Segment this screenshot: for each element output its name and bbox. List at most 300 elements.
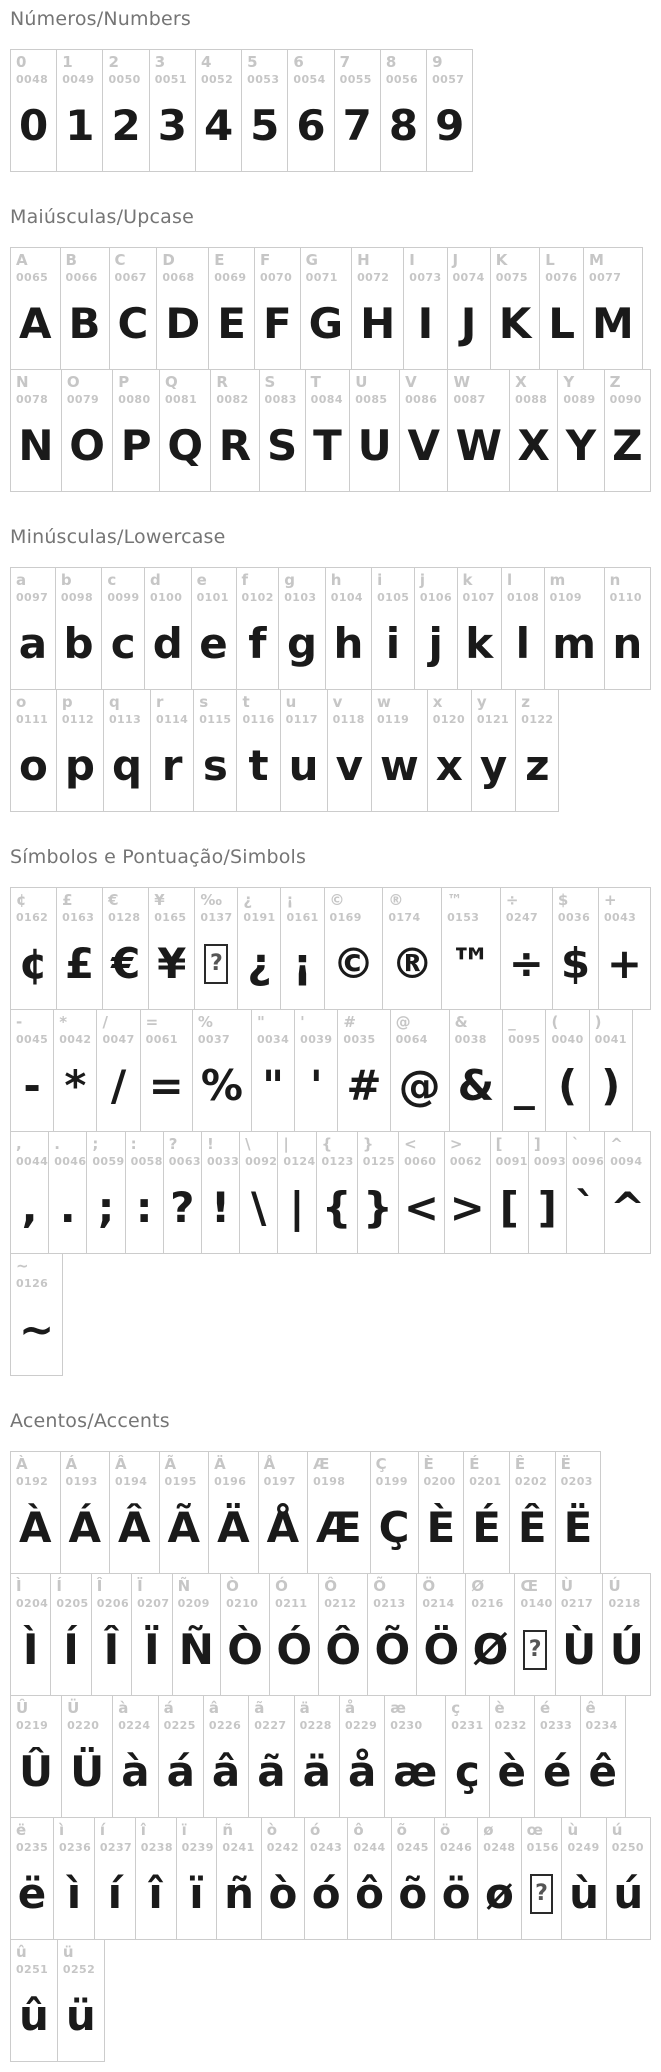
char-cell bbox=[236, 689, 280, 812]
font-glyph: O bbox=[69, 421, 105, 470]
font-glyph: ö bbox=[441, 1869, 471, 1918]
reference-char-label: h bbox=[330, 571, 342, 589]
font-glyph: I bbox=[417, 299, 434, 348]
char-cell bbox=[287, 49, 334, 172]
unicode-code-label: 0053 bbox=[247, 73, 280, 86]
reference-char-label: ] bbox=[533, 1135, 541, 1153]
reference-char-label: A bbox=[16, 251, 28, 269]
reference-char-label: Ü bbox=[67, 1699, 80, 1717]
font-glyph: Â bbox=[118, 1503, 151, 1552]
font-glyph: n bbox=[612, 619, 643, 668]
reference-char-label: ú bbox=[611, 1821, 623, 1839]
char-row bbox=[10, 689, 651, 812]
unicode-code-label: 0091 bbox=[495, 1155, 528, 1168]
unicode-code-label: 0211 bbox=[275, 1597, 308, 1610]
unicode-code-label: 0156 bbox=[526, 1841, 559, 1854]
char-cell bbox=[398, 1131, 445, 1254]
font-glyph: z bbox=[525, 741, 550, 790]
char-cell bbox=[347, 1817, 391, 1940]
font-glyph: u bbox=[288, 741, 319, 790]
unicode-code-label: 0140 bbox=[520, 1597, 553, 1610]
reference-char-label: Ö bbox=[422, 1577, 436, 1595]
char-cell bbox=[144, 567, 192, 690]
char-cell bbox=[57, 1939, 105, 2062]
font-glyph: ñ bbox=[224, 1869, 255, 1918]
font-glyph: Æ bbox=[316, 1503, 362, 1552]
char-cell bbox=[109, 247, 158, 370]
reference-char-label: õ bbox=[396, 1821, 407, 1839]
unicode-code-label: 0225 bbox=[163, 1719, 196, 1732]
reference-char-label: Ê bbox=[514, 1455, 526, 1473]
unicode-code-label: 0055 bbox=[339, 73, 372, 86]
font-glyph: ( bbox=[557, 1061, 578, 1110]
unicode-code-label: 0249 bbox=[567, 1841, 600, 1854]
font-glyph: Ê bbox=[517, 1503, 547, 1552]
reference-char-label: ^ bbox=[610, 1135, 623, 1153]
reference-char-label: G bbox=[305, 251, 318, 269]
font-glyph: < bbox=[403, 1183, 440, 1232]
char-cell bbox=[465, 1573, 515, 1696]
char-cell bbox=[351, 247, 404, 370]
unicode-code-label: 0095 bbox=[508, 1033, 541, 1046]
char-cell bbox=[56, 689, 104, 812]
char-cell bbox=[103, 689, 151, 812]
font-glyph: 6 bbox=[296, 101, 326, 150]
char-cell bbox=[194, 887, 238, 1010]
font-glyph: Ä bbox=[217, 1503, 250, 1552]
reference-char-label: k bbox=[462, 571, 473, 589]
font-glyph: ã bbox=[257, 1747, 286, 1796]
reference-char-label: 1 bbox=[62, 53, 73, 71]
font-glyph: A bbox=[19, 299, 52, 348]
char-cell bbox=[489, 1695, 536, 1818]
char-cell bbox=[521, 1817, 563, 1940]
char-cell bbox=[444, 1131, 491, 1254]
unicode-code-label: 0075 bbox=[495, 271, 528, 284]
font-glyph: Ã bbox=[167, 1503, 201, 1552]
unicode-code-label: 0087 bbox=[453, 393, 486, 406]
charmap-section bbox=[10, 206, 651, 492]
char-cell bbox=[371, 567, 415, 690]
unicode-code-label: 0198 bbox=[313, 1475, 346, 1488]
unicode-code-label: 0081 bbox=[164, 393, 198, 406]
unicode-code-label: 0063 bbox=[168, 1155, 201, 1168]
tofu-question-icon: ? bbox=[204, 944, 228, 984]
unicode-code-label: 0205 bbox=[56, 1597, 89, 1610]
reference-char-label: H bbox=[357, 251, 370, 269]
unicode-code-label: 0046 bbox=[54, 1155, 87, 1168]
charmap bbox=[10, 8, 651, 2062]
reference-char-label: s bbox=[199, 693, 209, 711]
reference-char-label: ) bbox=[594, 1013, 602, 1031]
font-glyph: ü bbox=[65, 1991, 96, 2040]
unicode-code-label: 0096 bbox=[572, 1155, 605, 1168]
reference-char-label: % bbox=[197, 1013, 213, 1031]
char-cell bbox=[357, 1131, 399, 1254]
reference-char-label: ÷ bbox=[505, 891, 519, 909]
font-glyph: ò bbox=[268, 1869, 298, 1918]
font-glyph: ® bbox=[391, 939, 434, 988]
unicode-code-label: 0239 bbox=[181, 1841, 214, 1854]
font-glyph: > bbox=[449, 1183, 485, 1232]
reference-char-label: ™ bbox=[447, 891, 463, 909]
char-cell bbox=[534, 1695, 581, 1818]
font-glyph: Ë bbox=[563, 1503, 593, 1552]
reference-char-label: < bbox=[404, 1135, 417, 1153]
font-glyph: Ü bbox=[70, 1747, 105, 1796]
reference-char-label: Û bbox=[16, 1699, 29, 1717]
font-glyph: m bbox=[552, 619, 597, 668]
char-cell bbox=[509, 369, 558, 492]
font-glyph: Õ bbox=[374, 1625, 411, 1674]
unicode-code-label: 0237 bbox=[99, 1841, 133, 1854]
font-glyph: B bbox=[68, 299, 101, 348]
reference-char-label: * bbox=[59, 1013, 68, 1031]
char-cell bbox=[159, 369, 211, 492]
font-glyph: ~ bbox=[19, 1305, 55, 1354]
unicode-code-label: 0228 bbox=[299, 1719, 332, 1732]
char-cell bbox=[10, 1939, 58, 2062]
font-glyph: e bbox=[199, 619, 228, 668]
unicode-code-label: 0105 bbox=[377, 591, 410, 604]
char-cell bbox=[463, 1451, 510, 1574]
reference-char-label: = bbox=[145, 1013, 159, 1031]
unicode-code-label: 0050 bbox=[108, 73, 141, 86]
reference-char-label: Œ bbox=[520, 1577, 538, 1595]
char-cell bbox=[140, 1009, 193, 1132]
unicode-code-label: 0250 bbox=[611, 1841, 644, 1854]
reference-char-label: ò bbox=[266, 1821, 278, 1839]
char-cell bbox=[602, 1573, 651, 1696]
reference-char-label: @ bbox=[395, 1013, 411, 1031]
font-glyph: Û bbox=[19, 1747, 54, 1796]
char-cell bbox=[561, 1817, 606, 1940]
unicode-code-label: 0162 bbox=[16, 911, 49, 924]
unicode-code-label: 0100 bbox=[150, 591, 183, 604]
char-cell bbox=[327, 689, 372, 812]
unicode-code-label: 0213 bbox=[373, 1597, 406, 1610]
font-glyph: Á bbox=[68, 1503, 102, 1552]
font-glyph: = bbox=[148, 1061, 184, 1110]
char-cell bbox=[414, 567, 458, 690]
reference-char-label: ö bbox=[439, 1821, 451, 1839]
unicode-code-label: 0089 bbox=[563, 393, 596, 406]
unicode-code-label: 0073 bbox=[409, 271, 442, 284]
unicode-code-label: 0193 bbox=[65, 1475, 98, 1488]
unicode-code-label: 0122 bbox=[521, 713, 554, 726]
char-cell bbox=[583, 247, 643, 370]
unicode-code-label: 0107 bbox=[462, 591, 495, 604]
unicode-code-label: 0201 bbox=[469, 1475, 502, 1488]
char-cell bbox=[471, 689, 516, 812]
font-glyph: õ bbox=[398, 1869, 428, 1918]
reference-char-label: c bbox=[107, 571, 117, 589]
char-cell bbox=[598, 887, 651, 1010]
unicode-code-label: 0117 bbox=[285, 713, 318, 726]
char-cell bbox=[316, 1131, 358, 1254]
char-cell bbox=[606, 1817, 651, 1940]
reference-char-label: a bbox=[16, 571, 27, 589]
reference-char-label: " bbox=[256, 1013, 265, 1031]
font-glyph: ™ bbox=[450, 939, 492, 988]
font-glyph: @ bbox=[398, 1061, 441, 1110]
char-cell bbox=[325, 567, 372, 690]
reference-char-label: É bbox=[469, 1455, 480, 1473]
char-cell bbox=[248, 1695, 294, 1818]
unicode-code-label: 0191 bbox=[243, 911, 276, 924]
font-glyph: € bbox=[111, 939, 141, 988]
reference-char-label: y bbox=[476, 693, 487, 711]
char-cell bbox=[159, 1451, 210, 1574]
font-glyph: T bbox=[313, 421, 342, 470]
char-cell bbox=[109, 1451, 160, 1574]
font-glyph: ú bbox=[613, 1869, 644, 1918]
char-cell bbox=[193, 689, 237, 812]
unicode-code-label: 0066 bbox=[65, 271, 98, 284]
unicode-code-label: 0034 bbox=[256, 1033, 290, 1046]
char-cell bbox=[334, 49, 381, 172]
font-glyph: [ bbox=[499, 1183, 519, 1232]
reference-char-label: 3 bbox=[154, 53, 166, 71]
char-row bbox=[10, 1253, 651, 1376]
char-cell bbox=[239, 1131, 278, 1254]
reference-char-label: Ã bbox=[164, 1455, 177, 1473]
reference-char-label: ï bbox=[181, 1821, 187, 1839]
font-glyph: À bbox=[19, 1503, 52, 1552]
char-cell bbox=[399, 369, 448, 492]
unicode-code-label: 0210 bbox=[226, 1597, 259, 1610]
reference-char-label: 5 bbox=[247, 53, 258, 71]
reference-char-label: ã bbox=[254, 1699, 265, 1717]
unicode-code-label: 0074 bbox=[452, 271, 485, 284]
missing-glyph-box bbox=[520, 1611, 549, 1695]
char-cell bbox=[403, 247, 447, 370]
reference-char-label: \ bbox=[245, 1135, 251, 1153]
reference-char-label: û bbox=[16, 1943, 27, 1961]
char-cell bbox=[48, 1131, 87, 1254]
reference-char-label: Ó bbox=[275, 1577, 288, 1595]
reference-char-label: Æ bbox=[313, 1455, 330, 1473]
unicode-code-label: 0069 bbox=[214, 271, 247, 284]
font-glyph: & bbox=[457, 1061, 495, 1110]
font-glyph: 9 bbox=[435, 101, 465, 150]
char-cell bbox=[102, 49, 149, 172]
reference-char-label: £ bbox=[62, 891, 73, 909]
char-cell bbox=[60, 247, 110, 370]
reference-char-label: ' bbox=[300, 1013, 305, 1031]
font-glyph: h bbox=[333, 619, 364, 668]
char-cell bbox=[278, 567, 326, 690]
font-glyph: Î bbox=[103, 1625, 120, 1674]
font-glyph: 1 bbox=[65, 101, 95, 150]
unicode-code-label: 0092 bbox=[245, 1155, 278, 1168]
unicode-code-label: 0041 bbox=[594, 1033, 627, 1046]
char-cell bbox=[337, 1009, 390, 1132]
reference-char-label: Ë bbox=[560, 1455, 571, 1473]
char-row bbox=[10, 567, 651, 690]
char-cell bbox=[96, 1009, 140, 1132]
reference-char-label: Ä bbox=[214, 1455, 226, 1473]
reference-char-label: z bbox=[521, 693, 530, 711]
char-cell bbox=[427, 689, 472, 812]
reference-char-label: Z bbox=[609, 373, 621, 391]
unicode-code-label: 0060 bbox=[404, 1155, 437, 1168]
unicode-code-label: 0119 bbox=[376, 713, 410, 726]
char-row bbox=[10, 1131, 651, 1254]
char-row bbox=[10, 887, 651, 1010]
reference-char-label: à bbox=[118, 1699, 129, 1717]
reference-char-label: 6 bbox=[293, 53, 304, 71]
char-cell bbox=[391, 1817, 435, 1940]
font-glyph: ¡ bbox=[292, 939, 313, 988]
char-cell bbox=[367, 1573, 417, 1696]
char-cell bbox=[280, 887, 324, 1010]
font-glyph: Ú bbox=[609, 1625, 644, 1674]
unicode-code-label: 0234 bbox=[585, 1719, 618, 1732]
char-cell bbox=[447, 369, 510, 492]
font-glyph: å bbox=[347, 1747, 377, 1796]
char-cell bbox=[191, 567, 237, 690]
char-cell bbox=[10, 1451, 61, 1574]
char-cell bbox=[580, 1695, 627, 1818]
unicode-code-label: 0102 bbox=[241, 591, 274, 604]
font-glyph: Y bbox=[565, 421, 597, 470]
char-cell bbox=[528, 1131, 567, 1254]
char-cell bbox=[557, 369, 604, 492]
unicode-code-label: 0054 bbox=[293, 73, 326, 86]
unicode-code-label: 0174 bbox=[388, 911, 421, 924]
unicode-code-label: 0039 bbox=[300, 1033, 333, 1046]
font-glyph: Ò bbox=[227, 1625, 263, 1674]
unicode-code-label: 0214 bbox=[422, 1597, 455, 1610]
reference-char-label: N bbox=[16, 373, 29, 391]
font-glyph: Í bbox=[63, 1625, 79, 1674]
char-cell bbox=[210, 369, 259, 492]
font-glyph: 5 bbox=[250, 101, 280, 150]
char-cell bbox=[158, 1695, 204, 1818]
unicode-code-label: 0218 bbox=[608, 1597, 641, 1610]
unicode-code-label: 0080 bbox=[118, 393, 151, 406]
font-glyph: Ø bbox=[472, 1625, 509, 1674]
unicode-code-label: 0238 bbox=[140, 1841, 173, 1854]
char-cell bbox=[131, 1573, 172, 1696]
unicode-code-label: 0233 bbox=[540, 1719, 573, 1732]
font-glyph: ^ bbox=[609, 1183, 646, 1232]
reference-char-label: ~ bbox=[16, 1257, 29, 1275]
font-glyph: K bbox=[498, 299, 532, 348]
char-row bbox=[10, 49, 651, 172]
font-glyph: s bbox=[202, 741, 228, 790]
char-cell bbox=[604, 1131, 651, 1254]
font-glyph: v bbox=[335, 741, 363, 790]
char-row bbox=[10, 1009, 651, 1132]
reference-char-label: , bbox=[16, 1135, 22, 1153]
unicode-code-label: 0086 bbox=[405, 393, 438, 406]
reference-char-label: Ò bbox=[226, 1577, 239, 1595]
reference-char-label: J bbox=[452, 251, 459, 269]
font-glyph: x bbox=[435, 741, 463, 790]
unicode-code-label: 0035 bbox=[343, 1033, 376, 1046]
reference-char-label: C bbox=[114, 251, 126, 269]
unicode-code-label: 0038 bbox=[454, 1033, 487, 1046]
char-cell bbox=[566, 1131, 605, 1254]
font-glyph: 4 bbox=[203, 101, 234, 150]
char-cell bbox=[112, 369, 160, 492]
unicode-code-label: 0098 bbox=[60, 591, 94, 604]
char-cell bbox=[269, 1573, 319, 1696]
reference-char-label: l bbox=[506, 571, 513, 589]
font-glyph: æ bbox=[393, 1747, 438, 1796]
char-cell bbox=[53, 1009, 97, 1132]
unicode-code-label: 0085 bbox=[355, 393, 388, 406]
char-cell bbox=[251, 1009, 295, 1132]
font-glyph: Ç bbox=[378, 1503, 410, 1552]
font-glyph: ë bbox=[17, 1869, 47, 1918]
reference-char-label: v bbox=[332, 693, 343, 711]
char-cell bbox=[254, 247, 301, 370]
unicode-code-label: 0097 bbox=[16, 591, 49, 604]
char-cell bbox=[53, 1817, 95, 1940]
unicode-code-label: 0082 bbox=[216, 393, 249, 406]
reference-char-label: Ñ bbox=[177, 1577, 191, 1595]
char-cell bbox=[236, 567, 280, 690]
font-glyph: Z bbox=[612, 421, 643, 470]
char-cell bbox=[277, 1131, 316, 1254]
font-glyph: H bbox=[360, 299, 396, 348]
reference-char-label: g bbox=[284, 571, 295, 589]
char-cell bbox=[502, 1009, 546, 1132]
unicode-code-label: 0049 bbox=[62, 73, 95, 86]
font-glyph: " bbox=[262, 1061, 284, 1110]
char-cell bbox=[447, 247, 491, 370]
unicode-code-label: 0062 bbox=[449, 1155, 483, 1168]
char-cell bbox=[501, 567, 545, 690]
reference-char-label: î bbox=[140, 1821, 146, 1839]
unicode-code-label: 0078 bbox=[16, 393, 49, 406]
font-glyph: ù bbox=[569, 1869, 600, 1918]
font-glyph: 7 bbox=[342, 101, 372, 150]
reference-char-label: t bbox=[242, 693, 250, 711]
font-glyph: j bbox=[428, 619, 443, 668]
reference-char-label: E bbox=[214, 251, 225, 269]
char-cell bbox=[56, 49, 103, 172]
reference-char-label: ü bbox=[62, 1943, 74, 1961]
reference-char-label: Y bbox=[563, 373, 575, 391]
font-glyph: ì bbox=[66, 1869, 82, 1918]
reference-char-label: é bbox=[540, 1699, 551, 1717]
char-cell bbox=[10, 689, 57, 812]
char-cell bbox=[94, 1817, 136, 1940]
reference-char-label: K bbox=[495, 251, 508, 269]
unicode-code-label: 0114 bbox=[156, 713, 189, 726]
char-cell bbox=[544, 567, 605, 690]
char-cell bbox=[10, 1695, 62, 1818]
char-cell bbox=[604, 567, 651, 690]
unicode-code-label: 0112 bbox=[61, 713, 95, 726]
font-glyph: É bbox=[472, 1503, 501, 1552]
unicode-code-label: 0042 bbox=[59, 1033, 92, 1046]
reference-char-label: ì bbox=[58, 1821, 65, 1839]
char-cell bbox=[490, 247, 541, 370]
unicode-code-label: 0235 bbox=[16, 1841, 49, 1854]
font-glyph: R bbox=[218, 421, 252, 470]
reference-char-label: | bbox=[283, 1135, 289, 1153]
unicode-code-label: 0084 bbox=[310, 393, 343, 406]
char-cell bbox=[10, 1131, 49, 1254]
char-cell bbox=[441, 887, 501, 1010]
char-cell bbox=[10, 1253, 63, 1376]
font-glyph: L bbox=[548, 299, 576, 348]
